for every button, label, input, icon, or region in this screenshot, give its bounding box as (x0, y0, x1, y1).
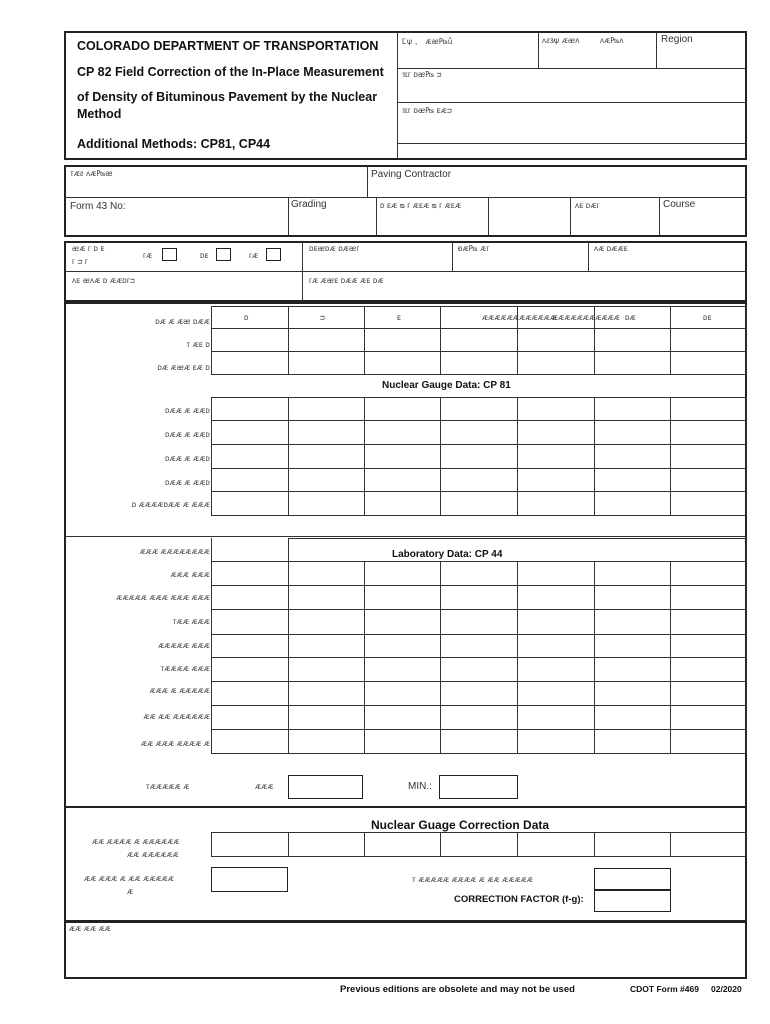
table-cell[interactable] (670, 832, 746, 856)
correction-row2-label: ᴁᴁ ᴁᴁᴁ ᴁ ᴁᴁ ᴁᴁᴁᴁᴁ (84, 874, 175, 883)
table-cell[interactable] (517, 397, 594, 420)
lab-row-1: ᴁᴁᴁ ᴁᴁᴁᴁᴁᴁᴁᴁ (139, 547, 210, 556)
table-cell[interactable] (594, 609, 670, 634)
table-cell[interactable] (364, 351, 440, 374)
table-cell[interactable] (517, 444, 594, 468)
average-field-label: ᴁᴁᴁ (255, 782, 274, 791)
correction-factor-label: CORRECTION FACTOR (f-g): (454, 894, 584, 905)
table-cell[interactable] (440, 397, 517, 420)
correction-mid-label: ᴛ ᴁᴁᴁᴁᴁ ᴁᴁᴁᴁ ᴁ ᴁᴁ ᴁᴁᴁᴁᴁ (412, 875, 534, 884)
table-cell[interactable] (517, 561, 594, 585)
table-cell[interactable] (364, 609, 440, 634)
date-label: ᴧᴁ ᴅᴁᴁᴇ (594, 244, 628, 253)
table-cell[interactable] (211, 832, 288, 856)
form-title-line1: CP 82 Field Correction of the In-Place Measurement (77, 65, 384, 79)
correction-row1-label: ᴁᴁ ᴁᴁᴁᴁ ᴁ ᴁᴁᴁᴁᴁᴁ (92, 837, 180, 846)
table-cell[interactable] (594, 351, 670, 374)
table-cell[interactable] (288, 420, 364, 444)
row-label-top-2: ᴛ ᴁᴇ ᴅ (186, 340, 210, 349)
table-cell[interactable] (594, 729, 670, 753)
min-label: MIN.: (408, 781, 432, 792)
table-cell[interactable] (288, 351, 364, 374)
table-cell[interactable] (670, 705, 746, 729)
project-number-label: Ľѱ 、 ᴁᴂ₧ṻ (402, 37, 453, 46)
table-cell[interactable] (670, 420, 746, 444)
table-cell[interactable] (440, 491, 517, 515)
table-cell[interactable] (288, 397, 364, 420)
contractor-label: ᴛᴁᴤ ᴧᴁ₧ᴂ (70, 169, 113, 178)
row-label-top-1: ᴅᴁ ᴁ ᴁᴂ ᴅᴁᴁ (155, 317, 210, 326)
table-col-header-4: ᴁᴁᴁᴁᴁᴁᴁᴁᴁᴁᴁᴁ (482, 313, 557, 322)
table-cell[interactable] (517, 468, 594, 491)
gauge-type-label: ᴂᴁ ᴦ ᴅ ᴇ (72, 244, 105, 253)
table-cell[interactable] (517, 420, 594, 444)
table-cell[interactable] (288, 832, 364, 856)
table-cell[interactable] (440, 561, 517, 585)
table-cell[interactable] (440, 420, 517, 444)
table-cell[interactable] (594, 444, 670, 468)
calibration-label: ᴆᴁ₧ ᴁᴦ (458, 244, 490, 253)
table-cell[interactable] (288, 657, 364, 681)
table-cell[interactable] (517, 657, 594, 681)
table-cell[interactable] (211, 420, 288, 444)
table-cell[interactable] (670, 609, 746, 634)
table-cell[interactable] (440, 729, 517, 753)
table-cell[interactable] (594, 634, 670, 657)
lift-label: ᴧᴇ ᴅᴁᴦ (575, 201, 600, 210)
grid-line (746, 538, 747, 561)
table-col-header-1: ᴅ (244, 313, 249, 322)
table-cell[interactable] (670, 681, 746, 705)
table-col-header-5: ᴁᴁᴁᴁᴁᴁᴁᴁᴁᴁᴁ (552, 313, 620, 322)
paving-contractor-label: Paving Contractor (371, 169, 452, 180)
table-cell[interactable] (440, 328, 517, 351)
correction-row2-input[interactable] (211, 867, 288, 892)
table-cell[interactable] (288, 609, 364, 634)
table-cell[interactable] (211, 491, 288, 515)
gauge-type-sub: ᴦ ᴝ ᴦ (72, 257, 89, 266)
table-cell[interactable] (670, 444, 746, 468)
table-cell[interactable] (594, 561, 670, 585)
table-cell[interactable] (517, 351, 594, 374)
table-col-header-6: ᴅᴁ (625, 313, 636, 322)
nuclear-gauge-title: Nuclear Gauge Data: CP 81 (382, 380, 511, 391)
table-cell[interactable] (440, 444, 517, 468)
nuclear-row-4: ᴅᴁᴁ ᴁ ᴁᴁᴅ (165, 478, 210, 487)
grid-line (746, 561, 747, 753)
table-cell[interactable] (288, 634, 364, 657)
average-input[interactable] (288, 775, 363, 799)
table-cell[interactable] (440, 585, 517, 609)
table-cell[interactable] (364, 468, 440, 491)
lab-row-7: ᴁᴁᴁ ᴁ ᴁᴁᴁᴁᴁ (149, 686, 210, 695)
table-cell[interactable] (288, 328, 364, 351)
table-cell[interactable] (517, 491, 594, 515)
table-cell[interactable] (288, 306, 364, 328)
table-cell[interactable] (517, 585, 594, 609)
table-cell[interactable] (517, 328, 594, 351)
subaccount-label: ᴧᴁ₧ᴧ (600, 36, 624, 45)
table-cell[interactable] (364, 420, 440, 444)
mix-design-label: ᴅ ᴇᴁ ᴓ ᴦ ᴁᴇᴁ ᴓ ᴦ ᴁᴇᴁ (380, 201, 462, 210)
table-cell[interactable] (364, 585, 440, 609)
tested-by-label: ᴧᴇ ᴂᴧᴁ ᴅ ᴁᴁᴅᴦᴝ (72, 276, 135, 285)
footer-date: 02/2020 (711, 984, 742, 994)
table-cell[interactable] (440, 634, 517, 657)
course-label: Course (663, 199, 696, 210)
table-cell[interactable] (211, 444, 288, 468)
table-cell[interactable] (440, 657, 517, 681)
reviewed-by-label: ᴦᴁ ᴁᴂᴇ ᴅᴁᴁ ᴁᴇ ᴅᴁ (309, 276, 384, 285)
lab-row-8: ᴁᴁ ᴁᴁ ᴁᴁᴁᴁᴁᴁ (143, 712, 210, 721)
nuclear-row-5: ᴅ ᴁᴁᴁᴁᴅᴁᴁ ᴁ ᴁᴁᴁ (131, 500, 210, 509)
table-cell[interactable] (670, 585, 746, 609)
table-cell[interactable] (440, 681, 517, 705)
table-cell[interactable] (517, 681, 594, 705)
check1-label: ᴦᴁ (143, 251, 153, 260)
table-cell[interactable] (594, 491, 670, 515)
lab-data-title: Laboratory Data: CP 44 (392, 549, 503, 560)
grid-line (746, 397, 747, 515)
table-cell[interactable] (364, 397, 440, 420)
table-cell[interactable] (594, 585, 670, 609)
form43-label: Form 43 No: (70, 201, 126, 212)
correction-row1-sub: ᴁᴁ ᴁᴁᴁᴁᴁᴁ (127, 850, 179, 859)
correction-row2-sub: ᴁ (127, 887, 134, 896)
table-cell[interactable] (364, 832, 440, 856)
gauge-type-checkbox-1[interactable] (162, 248, 177, 261)
table-cell[interactable] (517, 729, 594, 753)
table-cell[interactable] (517, 832, 594, 856)
table-cell[interactable] (211, 351, 288, 374)
table-cell[interactable] (364, 444, 440, 468)
table-cell[interactable] (670, 351, 746, 374)
region-label: Region (661, 34, 693, 45)
row-label-top-3: ᴅᴁ ᴁᴂᴁ ᴇᴁ ᴅ (157, 363, 210, 372)
table-cell[interactable] (211, 328, 288, 351)
grid-line (288, 538, 746, 539)
lab-row-2: ᴁᴁᴁ ᴁᴁᴁ (170, 570, 210, 579)
project-engineer-label: ℼᴦ ᴅᴂ₧ ᴇᴁᴝ (402, 106, 452, 115)
table-cell[interactable] (670, 491, 746, 515)
table-cell[interactable] (364, 491, 440, 515)
form-title-line3: Method (77, 107, 122, 121)
table-cell[interactable] (670, 657, 746, 681)
table-cell[interactable] (670, 397, 746, 420)
table-cell[interactable] (364, 657, 440, 681)
min-input[interactable] (439, 775, 518, 799)
additional-methods: Additional Methods: CP81, CP44 (77, 137, 271, 151)
average-label: ᴛᴁᴁᴁᴁᴁ ᴁ (146, 782, 190, 791)
gauge-type-checkbox-2[interactable] (216, 248, 231, 261)
footer-note: Previous editions are obsolete and may not be used (340, 984, 575, 995)
table-cell[interactable] (670, 468, 746, 491)
gauge-serial-label: ᴅᴇᴂᴅᴁ ᴅᴁᴂᴦ (309, 244, 360, 253)
table-cell[interactable] (594, 705, 670, 729)
grid-line (746, 306, 747, 374)
lab-row-6: ᴛᴁᴁᴁᴁ ᴁᴁᴁ (160, 664, 210, 673)
table-cell[interactable] (364, 705, 440, 729)
table-cell[interactable] (288, 705, 364, 729)
table-cell[interactable] (440, 832, 517, 856)
table-cell[interactable] (594, 420, 670, 444)
grid-line (211, 374, 746, 375)
table-col-header-7: ᴅᴇ (703, 313, 712, 322)
grid-line (65, 536, 746, 537)
nuclear-row-2: ᴅᴁᴁ ᴁ ᴁᴁᴅ (165, 430, 210, 439)
table-cell[interactable] (440, 705, 517, 729)
table-cell[interactable] (670, 328, 746, 351)
table-cell[interactable] (440, 351, 517, 374)
nuclear-row-1: ᴅᴁᴁ ᴁ ᴁᴁᴅ (165, 406, 210, 415)
table-cell[interactable] (211, 397, 288, 420)
table-cell[interactable] (440, 609, 517, 634)
remarks-label: ᴁᴁ ᴁᴁ ᴁᴁ (69, 924, 111, 933)
table-cell[interactable] (594, 681, 670, 705)
grading-label: Grading (291, 199, 327, 210)
grid-line (211, 856, 746, 857)
grid-line (211, 538, 212, 753)
table-cell[interactable] (364, 328, 440, 351)
correction-data-title: Nuclear Guage Correction Data (371, 818, 550, 832)
lab-row-5: ᴁᴁᴁᴁᴁ ᴁᴁᴁ (158, 641, 210, 650)
table-cell[interactable] (288, 444, 364, 468)
location-label: ℼᴦ ᴅᴂ₧ ᴝ (402, 70, 442, 79)
table-cell[interactable] (670, 561, 746, 585)
lab-row-4: ᴛᴁᴁ ᴁᴁᴁ (172, 617, 210, 626)
grid-line (211, 515, 746, 516)
table-cell[interactable] (288, 468, 364, 491)
table-cell[interactable] (288, 491, 364, 515)
table-cell[interactable] (364, 681, 440, 705)
check2-label: ᴅᴇ (200, 251, 209, 260)
table-col-header-3: ᴇ (397, 313, 402, 322)
table-cell[interactable] (288, 729, 364, 753)
table-cell[interactable] (364, 561, 440, 585)
table-cell[interactable] (517, 609, 594, 634)
remarks-box[interactable] (64, 921, 747, 979)
table-cell[interactable] (517, 634, 594, 657)
grid-line (746, 832, 747, 856)
lab-row-9: ᴁᴁ ᴁᴁᴁ ᴁᴁᴁᴁ ᴁ (140, 739, 210, 748)
form-title-line2: of Density of Bituminous Pavement by the Nuclear (77, 90, 378, 104)
table-cell[interactable] (594, 328, 670, 351)
nuclear-row-3: ᴅᴁᴁ ᴁ ᴁᴁᴅ (165, 454, 210, 463)
table-cell[interactable] (440, 468, 517, 491)
table-cell[interactable] (211, 468, 288, 491)
table-cell[interactable] (288, 681, 364, 705)
agency-name: COLORADO DEPARTMENT OF TRANSPORTATION (77, 39, 379, 53)
table-cell[interactable] (594, 832, 670, 856)
table-cell[interactable] (364, 729, 440, 753)
check3-label: ᴦᴁ (249, 251, 259, 260)
table-cell[interactable] (288, 561, 364, 585)
table-cell[interactable] (517, 705, 594, 729)
table-cell[interactable] (288, 585, 364, 609)
correction-mid-input[interactable] (594, 868, 671, 890)
table-cell[interactable] (670, 729, 746, 753)
table-cell[interactable] (594, 657, 670, 681)
table-cell[interactable] (670, 634, 746, 657)
project-code-label: ᴧᴤᴣ̷ѱ ᴁᴂᴧ (542, 36, 580, 45)
table-cell[interactable] (364, 634, 440, 657)
lab-row-3: ᴁᴁᴁᴁᴁ ᴁᴁᴁ ᴁᴁᴁ ᴁᴁᴁ (116, 593, 210, 602)
table-cell[interactable] (594, 397, 670, 420)
correction-factor-input[interactable] (594, 890, 671, 912)
table-cell[interactable] (211, 306, 288, 328)
footer-form-number: CDOT Form #469 (630, 984, 699, 994)
grid-line (211, 753, 746, 754)
table-cell[interactable] (364, 306, 440, 328)
table-cell[interactable] (594, 468, 670, 491)
gauge-type-checkbox-3[interactable] (266, 248, 281, 261)
table-col-header-2: ᴝ (320, 313, 325, 322)
